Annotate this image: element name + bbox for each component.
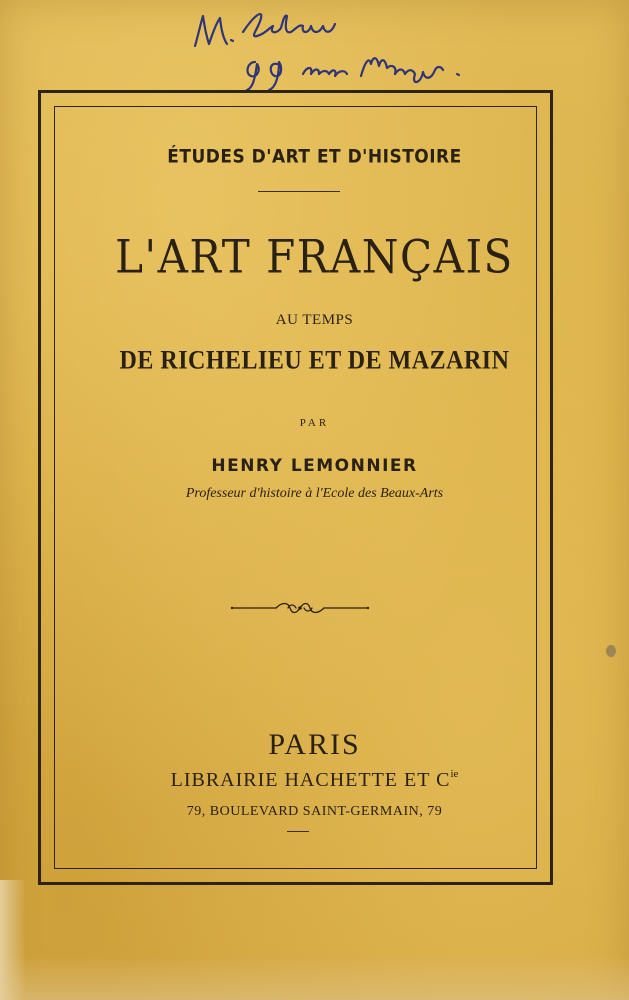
imprint-address: 79, BOULEVARD SAINT-GERMAIN, 79: [186, 804, 443, 819]
author-name: HENRY LEMONNIER: [211, 456, 418, 476]
imprint-publisher: [0, 768, 629, 792]
book-title: L'ART FRANÇAIS: [115, 229, 514, 284]
series-title: ÉTUDES D'ART ET D'HISTOIRE: [167, 145, 462, 169]
imprint-city: PARIS: [268, 728, 361, 761]
paper-stain: [606, 645, 616, 657]
handwritten-inscription: [185, 4, 485, 94]
publisher-suffix: ie: [450, 768, 459, 780]
byline-word: PAR: [299, 417, 330, 429]
subtitle-line-2: DE RICHELIEU ET DE MAZARIN: [119, 346, 510, 375]
subtitle-line-1: AU TEMPS: [275, 312, 354, 328]
ornament-divider: [230, 598, 370, 618]
publisher-name: LIBRAIRIE HACHETTE ET C: [170, 769, 451, 791]
imprint-rule: [287, 831, 309, 832]
author-role: Professeur d'histoire à l'Ecole des Beaux-Arts: [185, 486, 444, 501]
series-divider: [258, 191, 340, 192]
paper-wear-bottom: [0, 955, 629, 1000]
